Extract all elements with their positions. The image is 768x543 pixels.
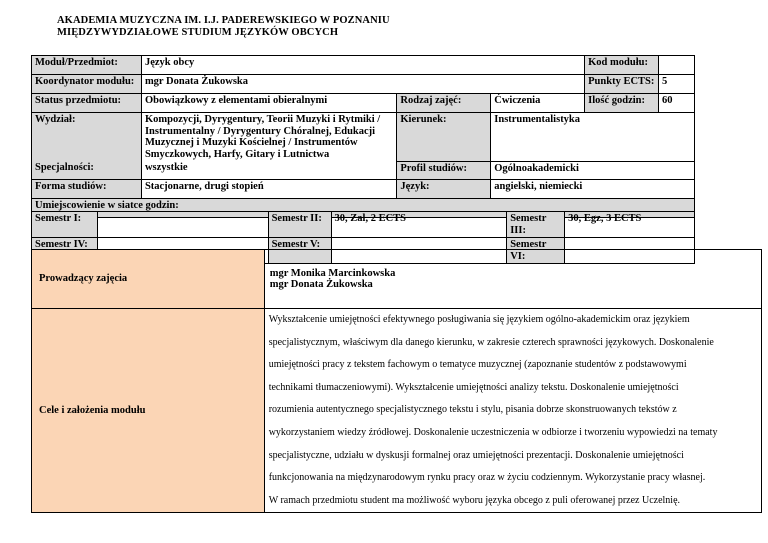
semester-4-label: Semestr IV: (32, 238, 98, 264)
goals-line: funkcjonowania na międzynarodowym rynku pracy oraz w życiu codziennym. Wykorzystanie pracy własnej. (268, 472, 706, 484)
placement-label: Umiejscowienie w siatce godzin: (32, 198, 695, 217)
module-code-label: Kod modułu: (585, 56, 659, 75)
header-academy-name: AKADEMIA MUZYCZNA IM. I.J. PADEREWSKIEGO W POZNANIU (57, 15, 390, 26)
header-department-name: MIĘDZYWYDZIAŁOWE STUDIUM JĘZYKÓW OBCYCH (57, 27, 339, 38)
goals-line: wykorzystaniem wiedzy źródłowej. Doskonalenie uczestniczenia w odbiorze i tworzeniu wypowiedzi na tematy (268, 426, 718, 438)
goals-label: Cele i założenia modułu (32, 309, 265, 513)
goals-text (264, 309, 761, 513)
instructors-value (264, 250, 761, 309)
class-type-label: Rodzaj zajęć: (397, 94, 491, 113)
hours-label: Ilość godzin: (585, 94, 659, 113)
document-header (57, 15, 390, 39)
hours-value: 60 (659, 94, 695, 113)
goals-line: specjalistycznym, właściwym dla danego kierunku, w zakresie czterech sprawności językowych. Doskonalenie (268, 336, 714, 348)
coordinator-label: Koordynator modułu: (32, 75, 142, 94)
module-details-table (31, 249, 762, 513)
goals-line: W ramach przedmiotu student ma możliwość wyboru języka obcego z puli oferowanej przez Uczelnię. (268, 494, 681, 506)
goals-line: specjalistyczne, udziału w dyskusji formalnej oraz umiejętności prezentacji. Doskonalenie umiejętności (268, 449, 684, 461)
module-code-value (659, 56, 695, 75)
goals-line: technikami tłumaczeniowymi). Wykształcenie umiejętności analizy tekstu. Doskonalenie umiejętności (268, 381, 679, 393)
semester-2-label: Semestr II: (268, 212, 331, 238)
instructors-label: Prowadzący zajęcia (32, 250, 265, 309)
status-value: Obowiązkowy z elementami obieralnymi (141, 94, 396, 113)
specialty-value: wszystkie (141, 161, 396, 179)
module-info-table (31, 55, 695, 218)
status-label: Status przedmiotu: (32, 94, 142, 113)
study-form-label: Forma studiów: (32, 179, 142, 198)
instructor-2: mgr Donata Żukowska (269, 279, 373, 290)
field-value: Instrumentalistyka (491, 113, 695, 162)
goals-line: rozumienia autentycznego specjalistycznego tekstu i stylu, pisania dobrze skonstruowanych tekstów z (268, 404, 677, 416)
field-label: Kierunek: (397, 113, 491, 162)
module-value: Język obcy (141, 56, 584, 75)
specialty-label: Specjalności: (32, 161, 142, 179)
faculty-value: Kompozycji, Dyrygentury, Teorii Muzyki i Rytmiki / Instrumentalny / Dyrygentury Chóralnej, Edukacji Muzycznej i Muzyki Kościelnej / Instrumentów Smyczkowych, Harfy, Gitary i Lutnictwa (141, 113, 396, 162)
profile-label: Profil studiów: (397, 161, 491, 179)
faculty-label: Wydział: (32, 113, 142, 162)
ects-value: 5 (659, 75, 695, 94)
ects-label: Punkty ECTS: (585, 75, 659, 94)
profile-value: Ogólnoakademicki (491, 161, 695, 179)
semester-3-value: 30, Egz, 3 ECTS (565, 212, 695, 238)
coordinator-value: mgr Donata Żukowska (141, 75, 584, 94)
language-value: angielski, niemiecki (491, 179, 695, 198)
semester-3-label: Semestr III: (507, 212, 565, 238)
class-type-value: Ćwiczenia (491, 94, 585, 113)
study-form-value: Stacjonarne, drugi stopień (141, 179, 396, 198)
semester-1-label: Semestr I: (32, 212, 98, 238)
module-label: Moduł/Przedmiot: (32, 56, 142, 75)
semester-5-label: Semestr V: (268, 238, 331, 264)
goals-line: Wykształcenie umiejętności efektywnego posługiwania się językiem ogólno-akademickim oraz językiem (268, 314, 690, 325)
goals-line: umiejętności pracy z tekstem fachowym o tematyce muzycznej (zapoznanie studentów z podstawowymi (268, 359, 687, 371)
instructor-1: mgr Monika Marcinkowska (269, 267, 396, 279)
language-label: Język: (397, 179, 491, 198)
semester-1-value (97, 212, 268, 238)
semester-2-value: 30, Zal, 2 ECTS (331, 212, 507, 238)
semester-6-label: Semestr VI: (507, 238, 565, 264)
